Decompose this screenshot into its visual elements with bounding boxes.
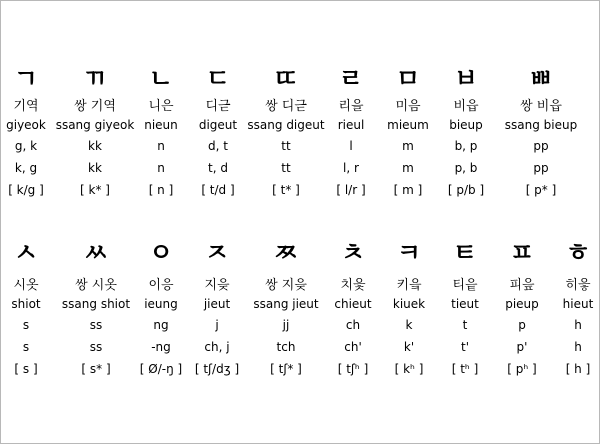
final-romanization: t, d: [208, 161, 228, 175]
romanized-name: chieut: [334, 297, 372, 311]
hangul-name: 치읓: [340, 278, 366, 293]
romanized-name: rieul: [337, 118, 365, 132]
initial-romanization: g, k: [14, 139, 38, 153]
hangul-name: 쌍 비읍: [520, 99, 562, 114]
jamo-glyph: ㄷ: [205, 64, 231, 93]
jamo-glyph: ㄴ: [148, 64, 174, 93]
initial-romanization: j: [215, 318, 219, 332]
romanized-name: ssang jieut: [253, 297, 319, 311]
ipa-transcription: [ n ]: [148, 183, 174, 197]
ipa-transcription: [ pʰ ]: [507, 362, 537, 376]
initial-romanization: d, t: [208, 139, 228, 153]
final-romanization: ch, j: [204, 340, 230, 354]
romanized-name: tieut: [451, 297, 479, 311]
initial-romanization: s: [22, 318, 30, 332]
romanized-name: shiot: [11, 297, 41, 311]
romanized-name: mieum: [387, 118, 429, 132]
hangul-name: 시옷: [13, 278, 39, 293]
final-romanization: p': [516, 340, 528, 354]
ipa-transcription: [ t* ]: [272, 183, 300, 197]
ipa-transcription: [ s ]: [14, 362, 38, 376]
final-romanization: s: [22, 340, 30, 354]
initial-romanization: pp: [533, 139, 549, 153]
hangul-name: 쌍 시옷: [75, 278, 117, 293]
ipa-transcription: [ k/g ]: [8, 183, 44, 197]
romanized-name: giyeok: [6, 118, 46, 132]
hangul-name: 기역: [13, 99, 39, 114]
romanized-name: ssang giyeok: [55, 118, 135, 132]
jamo-glyph: ㄱ: [13, 64, 39, 93]
romanized-name: ssang shiot: [61, 297, 131, 311]
jamo-glyph: ㅋ: [396, 238, 422, 267]
initial-romanization: jj: [282, 318, 290, 332]
initial-romanization: ss: [89, 318, 103, 332]
ipa-transcription: [ h ]: [565, 362, 591, 376]
jamo-glyph: ㅆ: [83, 238, 109, 267]
initial-romanization: p: [518, 318, 526, 332]
initial-romanization: b, p: [454, 139, 478, 153]
initial-romanization: k: [405, 318, 413, 332]
romanized-name: ieung: [144, 297, 178, 311]
jamo-glyph: ㅊ: [340, 238, 366, 267]
hangul-name: 미음: [395, 99, 421, 114]
ipa-transcription: [ p/b ]: [447, 183, 485, 197]
hangul-name: 키읔: [396, 278, 422, 293]
ipa-transcription: [ tʃʰ ]: [337, 362, 369, 376]
jamo-glyph: ㅃ: [528, 64, 554, 93]
ipa-transcription: [ kʰ ]: [394, 362, 424, 376]
ipa-transcription: [ tʃ* ]: [270, 362, 302, 376]
ipa-transcription: [ p* ]: [525, 183, 557, 197]
jamo-glyph: ㅂ: [453, 64, 479, 93]
initial-romanization: t: [462, 318, 468, 332]
final-romanization: pp: [533, 161, 549, 175]
romanized-name: hieut: [562, 297, 594, 311]
romanized-name: ssang bieup: [504, 118, 578, 132]
ipa-transcription: [ l/r ]: [336, 183, 366, 197]
hangul-name: 니은: [148, 99, 174, 114]
initial-romanization: ng: [153, 318, 169, 332]
ipa-transcription: [ tʃ/dʒ ]: [194, 362, 240, 376]
hangul-name: 쌍 기역: [74, 99, 116, 114]
hangul-name: 쌍 지읒: [265, 278, 307, 293]
hangul-name: 티읕: [452, 278, 478, 293]
jamo-glyph: ㄲ: [82, 64, 108, 93]
jamo-glyph: ㄸ: [273, 64, 299, 93]
final-romanization: ss: [89, 340, 103, 354]
romanized-name: ssang digeut: [247, 118, 325, 132]
final-romanization: p, b: [454, 161, 478, 175]
ipa-transcription: [ t/d ]: [201, 183, 235, 197]
jamo-glyph: ㅉ: [273, 238, 299, 267]
initial-romanization: kk: [88, 139, 102, 153]
final-romanization: l, r: [343, 161, 359, 175]
final-romanization: tt: [281, 161, 291, 175]
hangul-name: 리을: [338, 99, 364, 114]
jamo-glyph: ㅇ: [148, 238, 174, 267]
final-romanization: t': [460, 340, 469, 354]
initial-romanization: l: [349, 139, 353, 153]
final-romanization: ch': [344, 340, 362, 354]
romanized-name: digeut: [198, 118, 238, 132]
initial-romanization: m: [402, 139, 414, 153]
romanized-name: jieut: [203, 297, 231, 311]
hangul-name: 디귿: [205, 99, 231, 114]
final-romanization: -ng: [151, 340, 171, 354]
jamo-glyph: ㄹ: [338, 64, 364, 93]
jamo-glyph: ㅍ: [509, 238, 535, 267]
romanized-name: pieup: [505, 297, 539, 311]
hangul-name: 이응: [148, 278, 174, 293]
hangul-name: 쌍 디귿: [265, 99, 307, 114]
romanized-name: nieun: [144, 118, 178, 132]
final-romanization: tch: [276, 340, 296, 354]
final-romanization: kk: [88, 161, 102, 175]
initial-romanization: h: [574, 318, 582, 332]
ipa-transcription: [ k* ]: [80, 183, 110, 197]
jamo-glyph: ㅅ: [13, 238, 39, 267]
final-romanization: k, g: [14, 161, 38, 175]
ipa-transcription: [ m ]: [393, 183, 423, 197]
hangul-name: 피읖: [509, 278, 535, 293]
ipa-transcription: [ tʰ ]: [451, 362, 479, 376]
romanized-name: kiuek: [392, 297, 426, 311]
ipa-transcription: [ Ø/-ŋ ]: [139, 362, 183, 376]
hangul-name: 히읗: [565, 278, 591, 293]
initial-romanization: tt: [281, 139, 291, 153]
final-romanization: k': [403, 340, 415, 354]
jamo-glyph: ㅎ: [565, 238, 591, 267]
jamo-glyph: ㅌ: [452, 238, 478, 267]
hangul-name: 지읒: [204, 278, 230, 293]
final-romanization: m: [402, 161, 414, 175]
final-romanization: n: [157, 161, 165, 175]
jamo-glyph: ㅁ: [395, 64, 421, 93]
hangul-name: 비읍: [453, 99, 479, 114]
initial-romanization: ch: [345, 318, 361, 332]
initial-romanization: n: [157, 139, 165, 153]
romanized-name: bieup: [449, 118, 483, 132]
ipa-transcription: [ s* ]: [81, 362, 111, 376]
final-romanization: h: [574, 340, 582, 354]
jamo-glyph: ㅈ: [204, 238, 230, 267]
